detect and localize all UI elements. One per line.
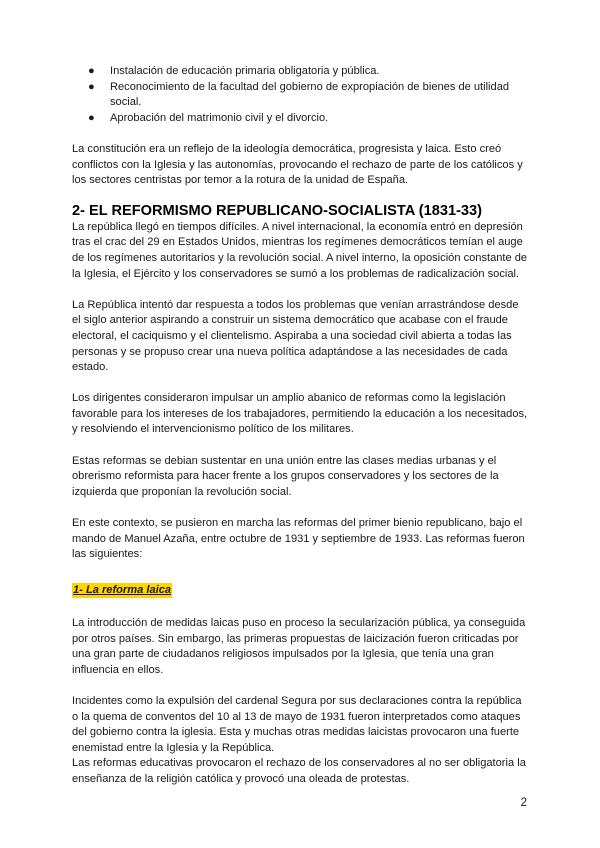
paragraph-incidents: Incidentes como la expulsión del cardenal Segura por sus declaraciones contra la república o la quema de conventos del 10 al 13 de mayo de 1931 fueron interpretados como ataques del gobierno contra la iglesia. Esta y muchas otras medidas laicistas provocaron una fuerte enemistad entre la Iglesia y la República. (72, 694, 522, 754)
list-item (72, 111, 530, 127)
paragraph-bienio: En este contexto, se pusieron en marcha las reformas del primer bienio republicano, bajo el mando de Manuel Azaña, entre octubre de 1931 y septiembre de 1933. Las reformas fueron las siguientes: (72, 517, 525, 561)
paragraph-constitution: La constitución era un reflejo de la ideología democrática, progresista y laica. Esto creó conflictos con la Iglesia y las autonomías, provocando el rechazo de parte de los católicos y los sectores centristas por temor a la rotura de la unidad de España. (72, 142, 523, 187)
list-item (72, 64, 530, 80)
bullet-list (72, 64, 530, 126)
section-heading: 2- EL REFORMISMO REPUBLICANO-SOCIALISTA (1831-33) (72, 202, 483, 219)
page-number: 2 (520, 797, 527, 809)
paragraph-leaders: Los dirigentes consideraron impulsar un amplio abanico de reformas como la legislación favorable para los intereses de los trabajadores, permitiendo la educación a los necesitados, y resolviendo el intervencionismo político de los militares. (72, 392, 528, 436)
paragraph-laicas: La introducción de medidas laicas puso en proceso la secularización pública, ya conseguida por otros países. Sin embargo, las primeras propuestas de laicización fueron criticadas por una gran parte de ciudadanos religiosos impulsados por la Iglesia, que tenía una gran influencia en ellos. (72, 617, 526, 676)
list-item (72, 80, 530, 111)
bullet-icon: ● (88, 111, 95, 124)
paragraph-context: La república llegó en tiempos difíciles. A nivel internacional, la economía entró en depresión tras el crac del 29 en Estados Unidos, mientras los regímenes democráticos temían el auge de los regímenes autoritarios y la revolución social. A nivel interno, la oposición constante de la Iglesia, el Ejército y los conservadores se sumó a los problemas de radicalización social. (72, 220, 528, 280)
list-item-text: Instalación de educación primaria obligatoria y pública. (110, 65, 380, 77)
paragraph-education: Las reformas educativas provocaron el rechazo de los conservadores al no ser obligatoria la enseñanza de la religión católica y provocó una oleada de protestas. (72, 757, 526, 785)
paragraph-union: Estas reformas se debian sustentar en una unión entre las clases medias urbanas y el obrerismo reformista para hacer frente a los grupos conservadores y los sectores de la izquierda que proponían la revolución social. (72, 454, 499, 498)
subsection-heading: 1- La reforma laica (73, 584, 172, 597)
bullet-icon: ● (88, 65, 95, 77)
paragraph-response: La República intentó dar respuesta a todos los problemas que venían arrastrándose desde el siglo anterior aspirando a construir un sistema democrático que acabase con el fraude electoral, el caciquismo y el clientelismo. Aspiraba a una sociedad civil abierta a todas las personas y se propuso crear una nueva política adaptándose a las necesidades de cada estado. (72, 298, 519, 374)
list-item-text: Reconocimiento de la facultad del gobierno de expropiación de bienes de utilidad social. (110, 80, 510, 109)
bullet-icon: ● (88, 80, 95, 93)
document-page (72, 64, 530, 788)
list-item-text: Aprobación del matrimonio civil y el divorcio. (110, 111, 329, 124)
